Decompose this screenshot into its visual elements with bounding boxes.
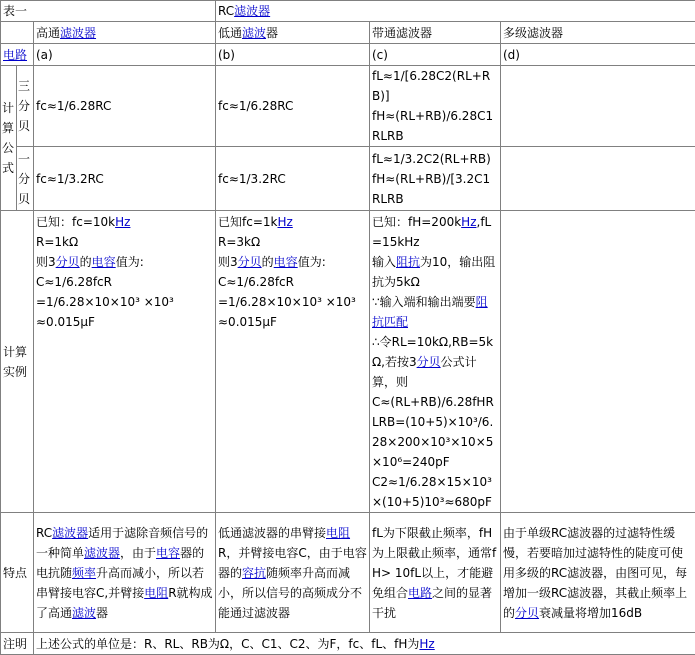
text-link[interactable]: 滤波器 — [84, 546, 120, 560]
cell-formula-3db-multistage — [501, 66, 695, 147]
header-lowpass — [216, 22, 370, 44]
cell-feature-multistage — [501, 513, 695, 633]
cell-formula-3db-highpass — [34, 66, 216, 147]
text-run: C≈1/6.28fcR — [218, 275, 294, 289]
text-run: 器的电抗随 — [36, 546, 204, 580]
cell-example-bandpass — [370, 211, 501, 513]
text-run: fL≈1/3.2C2(RL+RB) — [372, 152, 491, 166]
text-run: 一分贝 — [18, 152, 30, 206]
text-run: 的 — [262, 255, 274, 269]
header-multistage — [501, 22, 695, 44]
text-link[interactable]: Hz — [115, 215, 130, 229]
text-run: 由于单级RC滤波器的过滤特性缓慢，若要暗加过滤特性的陡度可使用多级的RC滤波器，由图可见，每增加一级RC滤波器，其截止频率上的 — [503, 526, 687, 620]
text-run: 已知fc=1k — [218, 215, 277, 229]
text-run: 表一 — [3, 4, 27, 18]
text-run: C≈(RL+RB)/6.28fHRLRB=(10+5)×10³/6.28×200×10³×10×5×10⁶=240pF — [372, 395, 494, 469]
cell-formula-1db-multistage — [501, 147, 695, 211]
text-run: 计算实例 — [3, 345, 27, 379]
text-link[interactable]: 电容 — [92, 255, 116, 269]
text-run: 则3 — [36, 255, 56, 269]
text-link[interactable]: 电阻 — [326, 526, 350, 540]
text-run: =1/6.28×10×10³ ×10³ — [36, 295, 174, 309]
row-label-feature — [1, 513, 34, 633]
text-run: fH≈(RL+RB)/[3.2C1RLRB — [372, 172, 490, 206]
text-run: 则3 — [218, 255, 238, 269]
row-label-circuit — [1, 44, 34, 66]
text-run: 值为: — [298, 255, 326, 269]
text-run: RC — [36, 526, 52, 540]
row-label-1db — [17, 147, 34, 211]
text-run: 器 — [96, 606, 108, 620]
text-run: 升高而减小，所以若串臂接电容C,并臂接 — [36, 566, 204, 600]
cell-feature-lowpass — [216, 513, 370, 633]
text-run: R就构成了高通 — [36, 586, 213, 620]
text-run: 多级滤波器 — [503, 26, 563, 40]
cell-feature-highpass — [34, 513, 216, 633]
text-run: fc≈1/6.28RC — [218, 99, 293, 113]
text-run: (b) — [218, 48, 235, 62]
row-label-formula — [1, 66, 17, 211]
text-link[interactable]: 分贝 — [56, 255, 80, 269]
text-link[interactable]: 电容 — [156, 546, 180, 560]
text-run: R=3kΩ — [218, 235, 260, 249]
text-link[interactable]: 电容 — [274, 255, 298, 269]
text-run: 公式计算，则 — [372, 355, 477, 389]
header-highpass — [34, 22, 216, 44]
text-run: C≈1/6.28fcR — [36, 275, 112, 289]
text-link[interactable]: 电路 — [3, 48, 27, 62]
text-run: 的 — [80, 255, 92, 269]
text-run: R=1kΩ — [36, 235, 78, 249]
text-link[interactable]: 容抗 — [242, 566, 266, 580]
text-run: (a) — [36, 48, 53, 62]
text-run: 低通 — [218, 26, 242, 40]
cell-formula-3db-bandpass — [370, 66, 501, 147]
text-run: ≈0.015μF — [36, 315, 95, 329]
text-run: fL≈1/[6.28C2(RL+RB)] — [372, 69, 490, 103]
table-title-cell — [1, 1, 216, 22]
text-run: 计算公式 — [2, 101, 14, 175]
text-run: fc≈1/3.2RC — [218, 172, 286, 186]
text-run: =1/6.28×10×10³ ×10³ — [218, 295, 356, 309]
text-run: 值为: — [116, 255, 144, 269]
text-run: 上述公式的单位是：R、RL、RB为Ω，C、C1、C2、为F，fc、fL、fH为 — [36, 637, 419, 651]
row-label-3db — [17, 66, 34, 147]
text-link[interactable]: 滤波 — [242, 26, 266, 40]
text-link[interactable]: 阻抗匹配 — [372, 295, 488, 329]
text-run: ∴令RL=10kΩ,RB=5kΩ,若按3 — [372, 335, 493, 369]
text-run: 输入 — [372, 255, 396, 269]
text-link[interactable]: 滤波器 — [234, 4, 270, 18]
empty-corner-cell — [1, 22, 34, 44]
text-run: 三分贝 — [18, 79, 30, 133]
cell-circuit-c — [370, 44, 501, 66]
header-bandpass — [370, 22, 501, 44]
text-run: 衰减量将增加16dB — [539, 606, 642, 620]
text-run: fc≈1/6.28RC — [36, 99, 111, 113]
text-run: 特点 — [3, 566, 27, 580]
text-link[interactable]: Hz — [277, 215, 292, 229]
text-link[interactable]: 阻抗 — [396, 255, 420, 269]
text-link[interactable]: 频率 — [72, 566, 96, 580]
text-run: 器 — [266, 26, 278, 40]
text-link[interactable]: 分贝 — [238, 255, 262, 269]
text-run: fc≈1/3.2RC — [36, 172, 104, 186]
text-run: (d) — [503, 48, 520, 62]
text-link[interactable]: 分贝 — [515, 606, 539, 620]
text-run: ，由于 — [120, 546, 156, 560]
text-run: (c) — [372, 48, 388, 62]
text-link[interactable]: 滤波器 — [52, 526, 88, 540]
row-label-example — [1, 211, 34, 513]
text-run: ,fL=15kHz — [372, 215, 491, 249]
cell-formula-1db-lowpass — [216, 147, 370, 211]
text-run: R，并臂接电容C，由于电容器的 — [218, 546, 367, 580]
text-run: 已知：fc=10k — [36, 215, 115, 229]
cell-example-highpass — [34, 211, 216, 513]
text-run: C2≈1/6.28×15×10³×(10+5)10³≈680pF — [372, 475, 492, 509]
rc-filter-header-cell — [216, 1, 695, 22]
text-run: 带通滤波器 — [372, 26, 432, 40]
text-link[interactable]: Hz — [461, 215, 476, 229]
text-link[interactable]: 电路 — [408, 586, 432, 600]
text-run: 高通 — [36, 26, 60, 40]
text-run: 已知：fH=200k — [372, 215, 461, 229]
text-link[interactable]: Hz — [419, 637, 434, 651]
text-run: RC — [218, 4, 234, 18]
cell-example-multistage — [501, 211, 695, 513]
cell-circuit-b — [216, 44, 370, 66]
row-label-note — [1, 633, 34, 655]
text-run: 随频率升高而减小，所以信号的高频成分不能通过滤波器 — [218, 566, 362, 620]
text-link[interactable]: 滤波器 — [60, 26, 96, 40]
text-run: 为10，输出阻抗为5kΩ — [372, 255, 495, 289]
text-run: 适用于滤除音频信号的一种简单 — [36, 526, 208, 560]
cell-formula-1db-bandpass — [370, 147, 501, 211]
cell-circuit-a — [34, 44, 216, 66]
cell-formula-3db-lowpass — [216, 66, 370, 147]
text-run: 低通滤波器的串臂接 — [218, 526, 326, 540]
text-run: fL为下限截止频率，fH为上限截止频率，通常fH> 10fL以上，才能避免组合 — [372, 526, 496, 600]
text-run: 注明 — [3, 637, 27, 651]
text-run: ∵输入端和输出端要 — [372, 295, 476, 309]
cell-feature-bandpass — [370, 513, 501, 633]
cell-circuit-d — [501, 44, 695, 66]
text-link[interactable]: 电阻 — [144, 586, 168, 600]
text-run: 之间的显著干扰 — [372, 586, 492, 620]
text-run: fH≈(RL+RB)/6.28C1RLRB — [372, 109, 493, 143]
text-run: ≈0.015μF — [218, 315, 277, 329]
cell-note-text — [34, 633, 695, 655]
text-link[interactable]: 分贝 — [417, 355, 441, 369]
cell-example-lowpass — [216, 211, 370, 513]
cell-formula-1db-highpass — [34, 147, 216, 211]
text-link[interactable]: 滤波 — [72, 606, 96, 620]
